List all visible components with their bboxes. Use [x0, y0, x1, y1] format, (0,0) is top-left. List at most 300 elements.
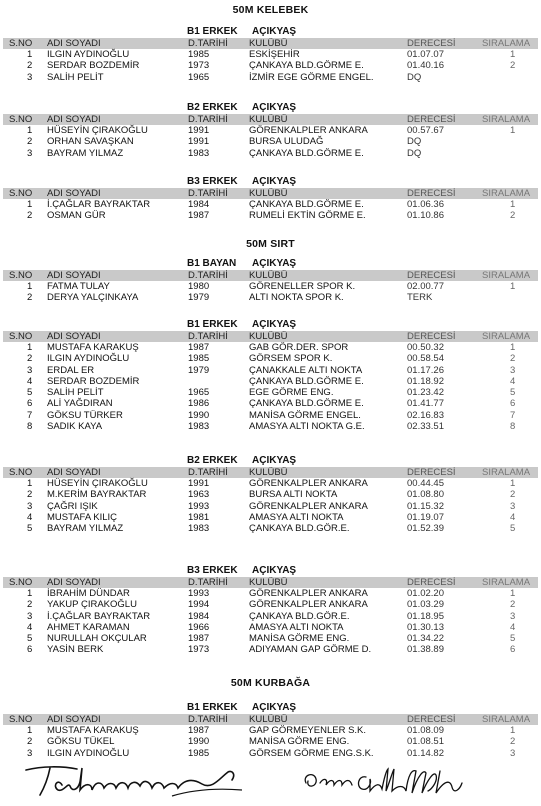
table-row	[3, 622, 538, 633]
section-title: 50M KURBAĞA	[230, 677, 311, 689]
cell-rank: 4	[510, 621, 516, 633]
cell-name: GÖKSU TÜRKER	[47, 409, 123, 421]
cell-time: 00.58.54	[407, 353, 444, 365]
cell-time: 01.23.42	[407, 387, 444, 399]
header-rank: SIRALAMA	[482, 270, 531, 281]
header-time: DERECESİ	[407, 114, 456, 125]
cell-date: 1987	[188, 342, 210, 353]
cell-name: NURULLAH OKÇULAR	[47, 633, 147, 645]
cell-name: BAYRAM YILMAZ	[47, 147, 124, 159]
cell-sno: 6	[27, 398, 33, 410]
category-age: AÇIKYAŞ	[252, 258, 297, 269]
header-sno: S.NO	[9, 714, 33, 725]
cell-date: 1966	[188, 621, 210, 633]
header-name: ADI SOYADI	[47, 188, 101, 199]
cell-name: YASİN BERK	[47, 644, 104, 656]
cell-name: ILGIN AYDINOĞLU	[47, 49, 130, 60]
cell-time: 01.18.95	[407, 610, 444, 622]
table-row	[3, 523, 538, 534]
cell-rank: 4	[510, 511, 516, 523]
category-age: AÇIKYAŞ	[252, 702, 297, 713]
cell-club: ÇANKAYA BLD.GÖR.E.	[249, 523, 350, 535]
table-row	[3, 49, 538, 60]
header-time: DERECESİ	[407, 714, 456, 725]
cell-rank: 4	[510, 375, 516, 387]
cell-time: DQ	[407, 147, 422, 159]
header-club: KULÜBÜ	[249, 714, 288, 725]
cell-sno: 3	[27, 147, 33, 159]
cell-name: HÜSEYİN ÇIRAKOĞLU	[47, 478, 148, 489]
category-heading	[3, 702, 538, 714]
header-time: DERECESİ	[407, 467, 456, 478]
cell-time: DQ	[407, 136, 422, 148]
results-table	[3, 258, 538, 304]
cell-name: ORHAN SAVAŞKAN	[47, 136, 134, 148]
table-row	[3, 376, 538, 387]
cell-rank: 1	[510, 125, 516, 136]
cell-time: TERK	[407, 292, 433, 304]
cell-club: GÖRENKALPLER ANKARA	[249, 478, 368, 489]
cell-name: ILGIN AYDINOĞLU	[47, 353, 130, 365]
table-row	[3, 125, 538, 136]
cell-date: 1993	[188, 588, 210, 599]
cell-name: ÇAĞRI IŞIK	[47, 500, 98, 512]
cell-time: 01.08.80	[407, 489, 444, 501]
cell-club: RUMELİ EKTİN GÖRME E.	[249, 210, 366, 222]
cell-time: 01.14.82	[407, 747, 444, 759]
header-name: ADI SOYADI	[47, 270, 101, 281]
cell-date: 1985	[188, 747, 210, 759]
section-title: 50M KELEBEK	[232, 4, 309, 16]
category-class: B1 ERKEK	[187, 702, 238, 713]
cell-date: 1990	[188, 736, 210, 748]
cell-date: 1991	[188, 125, 210, 136]
table-row	[3, 292, 538, 303]
cell-name: AHMET KARAMAN	[47, 621, 130, 633]
cell-club: İZMİR EGE GÖRME ENGEL.	[249, 71, 374, 83]
cell-sno: 3	[27, 364, 33, 376]
results-table	[3, 102, 538, 159]
cell-time: 00.44.45	[407, 478, 444, 489]
table-row	[3, 398, 538, 409]
cell-name: SADIK KAYA	[47, 421, 103, 433]
signature-right	[300, 765, 470, 800]
header-name: ADI SOYADI	[47, 38, 101, 49]
cell-sno: 2	[27, 136, 33, 148]
cell-rank: 1	[510, 49, 516, 60]
category-age: AÇIKYAŞ	[252, 26, 297, 37]
header-club: KULÜBÜ	[249, 331, 288, 342]
header-date: D.TARİHİ	[188, 714, 228, 725]
header-rank: SIRALAMA	[482, 714, 531, 725]
header-date: D.TARİHİ	[188, 188, 228, 199]
cell-date: 1985	[188, 49, 210, 60]
cell-sno: 5	[27, 633, 33, 645]
cell-club: ÇANKAYA BLD.GÖRME E.	[249, 375, 364, 387]
table-row	[3, 365, 538, 376]
cell-rank: 2	[510, 210, 516, 222]
cell-club: GAB GÖR.DER. SPOR	[249, 342, 349, 353]
cell-sno: 5	[27, 387, 33, 399]
cell-time: 01.15.32	[407, 500, 444, 512]
cell-time: 01.38.89	[407, 644, 444, 656]
table-row	[3, 148, 538, 159]
table-header	[3, 270, 538, 281]
header-name: ADI SOYADI	[47, 331, 101, 342]
table-row	[3, 342, 538, 353]
table-header	[3, 467, 538, 478]
header-date: D.TARİHİ	[188, 467, 228, 478]
cell-sno: 1	[27, 342, 33, 353]
cell-rank: 1	[510, 725, 516, 736]
cell-date: 1987	[188, 725, 210, 736]
cell-date: 1990	[188, 409, 210, 421]
cell-name: SERDAR BOZDEMİR	[47, 375, 140, 387]
cell-time: 01.08.09	[407, 725, 444, 736]
cell-club: EGE GÖRME ENG.	[249, 387, 334, 399]
table-row	[3, 199, 538, 210]
cell-sno: 2	[27, 599, 33, 611]
cell-sno: 3	[27, 71, 33, 83]
category-heading	[3, 26, 538, 38]
cell-name: HÜSEYİN ÇIRAKOĞLU	[47, 125, 148, 136]
cell-name: İ.ÇAĞLAR BAYRAKTAR	[47, 199, 151, 210]
cell-sno: 1	[27, 478, 33, 489]
category-class: B1 BAYAN	[187, 258, 237, 269]
cell-sno: 3	[27, 610, 33, 622]
cell-name: ALİ YAĞDIRAN	[47, 398, 113, 410]
cell-name: İBRAHİM DÜNDAR	[47, 588, 130, 599]
table-row	[3, 353, 538, 364]
table-row	[3, 633, 538, 644]
header-name: ADI SOYADI	[47, 114, 101, 125]
cell-sno: 1	[27, 588, 33, 599]
header-rank: SIRALAMA	[482, 331, 531, 342]
category-class: B2 ERKEK	[187, 102, 238, 113]
table-row	[3, 60, 538, 71]
cell-club: ÇANKAYA BLD.GÖRME E.	[249, 398, 364, 410]
header-rank: SIRALAMA	[482, 38, 531, 49]
cell-name: SERDAR BOZDEMİR	[47, 60, 140, 72]
header-time: DERECESİ	[407, 331, 456, 342]
category-heading	[3, 319, 538, 331]
cell-sno: 1	[27, 49, 33, 60]
cell-club: GÖRENKALPLER ANKARA	[249, 125, 368, 136]
category-class: B1 ERKEK	[187, 319, 238, 330]
header-name: ADI SOYADI	[47, 467, 101, 478]
cell-club: ÇANAKKALE ALTI NOKTA	[249, 364, 363, 376]
cell-sno: 4	[27, 621, 33, 633]
header-date: D.TARİHİ	[188, 270, 228, 281]
cell-sno: 3	[27, 747, 33, 759]
cell-time: 01.18.92	[407, 375, 444, 387]
header-date: D.TARİHİ	[188, 577, 228, 588]
cell-club: MANİSA GÖRME ENG.	[249, 633, 350, 645]
cell-time: 01.17.26	[407, 364, 444, 376]
cell-sno: 5	[27, 523, 33, 535]
results-table	[3, 176, 538, 222]
header-date: D.TARİHİ	[188, 331, 228, 342]
table-header	[3, 577, 538, 588]
header-name: ADI SOYADI	[47, 714, 101, 725]
cell-date: 1973	[188, 644, 210, 656]
header-sno: S.NO	[9, 270, 33, 281]
cell-rank: 3	[510, 500, 516, 512]
cell-time: 02.00.77	[407, 281, 444, 292]
cell-name: YAKUP ÇIRAKOĞLU	[47, 599, 137, 611]
header-club: KULÜBÜ	[249, 577, 288, 588]
cell-club: GÖRENKALPLER ANKARA	[249, 588, 368, 599]
cell-sno: 2	[27, 736, 33, 748]
table-header	[3, 188, 538, 199]
cell-rank: 1	[510, 199, 516, 210]
category-heading	[3, 565, 538, 577]
header-name: ADI SOYADI	[47, 577, 101, 588]
cell-sno: 2	[27, 60, 33, 72]
results-table	[3, 26, 538, 83]
cell-time: 02.16.83	[407, 409, 444, 421]
cell-rank: 7	[510, 409, 516, 421]
cell-date: 1963	[188, 489, 210, 501]
table-row	[3, 736, 538, 747]
cell-time: 02.33.51	[407, 421, 444, 433]
cell-club: ÇANKAYA BLD.GÖRME E.	[249, 199, 364, 210]
cell-time: 01.02.20	[407, 588, 444, 599]
results-table	[3, 319, 538, 432]
cell-rank: 5	[510, 387, 516, 399]
category-heading	[3, 455, 538, 467]
cell-club: BURSA ALTI NOKTA	[249, 489, 338, 501]
category-heading	[3, 102, 538, 114]
cell-sno: 1	[27, 281, 33, 292]
cell-date: 1983	[188, 523, 210, 535]
cell-date: 1991	[188, 478, 210, 489]
cell-date: 1985	[188, 353, 210, 365]
cell-time: 00.50.32	[407, 342, 444, 353]
cell-name: GÖKSU TÜKEL	[47, 736, 115, 748]
table-row	[3, 210, 538, 221]
category-age: AÇIKYAŞ	[252, 455, 297, 466]
cell-date: 1994	[188, 599, 210, 611]
cell-time: 01.19.07	[407, 511, 444, 523]
cell-date: 1984	[188, 610, 210, 622]
cell-sno: 1	[27, 725, 33, 736]
table-row	[3, 725, 538, 736]
cell-time: 01.03.29	[407, 599, 444, 611]
category-class: B2 ERKEK	[187, 455, 238, 466]
cell-time: 01.07.07	[407, 49, 444, 60]
cell-club: GÖRENKALPLER ANKARA	[249, 500, 368, 512]
cell-club: ALTI NOKTA SPOR K.	[249, 292, 344, 304]
cell-name: MUSTAFA KILIÇ	[47, 511, 118, 523]
cell-time: DQ	[407, 71, 422, 83]
cell-date: 1980	[188, 281, 210, 292]
cell-name: SALİH PELİT	[47, 387, 104, 399]
cell-date: 1987	[188, 633, 210, 645]
cell-sno: 6	[27, 644, 33, 656]
table-row	[3, 611, 538, 622]
header-time: DERECESİ	[407, 188, 456, 199]
cell-sno: 3	[27, 500, 33, 512]
cell-club: GÖRSEM SPOR K.	[249, 353, 333, 365]
header-sno: S.NO	[9, 467, 33, 478]
cell-sno: 1	[27, 199, 33, 210]
table-row	[3, 748, 538, 759]
cell-club: GÖRENKALPLER ANKARA	[249, 599, 368, 611]
header-time: DERECESİ	[407, 38, 456, 49]
category-class: B1 ERKEK	[187, 26, 238, 37]
table-row	[3, 281, 538, 292]
cell-sno: 2	[27, 489, 33, 501]
header-rank: SIRALAMA	[482, 577, 531, 588]
cell-rank: 1	[510, 588, 516, 599]
cell-date: 1983	[188, 421, 210, 433]
cell-club: AMASYA ALTI NOKTA G.E.	[249, 421, 365, 433]
cell-name: SALİH PELİT	[47, 71, 104, 83]
cell-rank: 5	[510, 633, 516, 645]
header-sno: S.NO	[9, 38, 33, 49]
cell-name: M.KERİM BAYRAKTAR	[47, 489, 147, 501]
table-header	[3, 114, 538, 125]
table-row	[3, 512, 538, 523]
table-row	[3, 410, 538, 421]
cell-club: BURSA ULUDAĞ	[249, 136, 324, 148]
cell-rank: 3	[510, 610, 516, 622]
table-row	[3, 478, 538, 489]
cell-date: 1986	[188, 398, 210, 410]
cell-time: 00.57.67	[407, 125, 444, 136]
cell-date: 1981	[188, 511, 210, 523]
header-sno: S.NO	[9, 577, 33, 588]
header-rank: SIRALAMA	[482, 467, 531, 478]
cell-name: BAYRAM YILMAZ	[47, 523, 124, 535]
header-sno: S.NO	[9, 114, 33, 125]
cell-club: ESKİŞEHİR	[249, 49, 300, 60]
category-class: B3 ERKEK	[187, 565, 238, 576]
cell-rank: 2	[510, 60, 516, 72]
header-date: D.TARİHİ	[188, 114, 228, 125]
cell-name: MUSTAFA KARAKUŞ	[47, 342, 139, 353]
cell-sno: 4	[27, 375, 33, 387]
header-club: KULÜBÜ	[249, 467, 288, 478]
cell-club: ÇANKAYA BLD.GÖRME E.	[249, 60, 364, 72]
cell-club: MANİSA GÖRME ENG.	[249, 736, 350, 748]
cell-rank: 8	[510, 421, 516, 433]
header-rank: SIRALAMA	[482, 188, 531, 199]
header-sno: S.NO	[9, 331, 33, 342]
cell-club: GÖRSEM GÖRME ENG.S.K.	[249, 747, 374, 759]
cell-name: MUSTAFA KARAKUŞ	[47, 725, 139, 736]
cell-time: 01.10.86	[407, 210, 444, 222]
cell-rank: 2	[510, 353, 516, 365]
cell-rank: 6	[510, 398, 516, 410]
cell-date: 1973	[188, 60, 210, 72]
table-row	[3, 501, 538, 512]
category-heading	[3, 176, 538, 188]
cell-time: 01.40.16	[407, 60, 444, 72]
cell-time: 01.41.77	[407, 398, 444, 410]
header-time: DERECESİ	[407, 270, 456, 281]
cell-sno: 4	[27, 511, 33, 523]
table-row	[3, 136, 538, 147]
cell-sno: 2	[27, 292, 33, 304]
cell-club: ÇANKAYA BLD.GÖRME E.	[249, 147, 364, 159]
cell-club: AMASYA ALTI NOKTA	[249, 511, 344, 523]
results-table	[3, 702, 538, 759]
cell-name: OSMAN GÜR	[47, 210, 106, 222]
cell-club: ÇANKAYA BLD.GÖR.E.	[249, 610, 350, 622]
header-date: D.TARİHİ	[188, 38, 228, 49]
section-title: 50M SIRT	[246, 238, 295, 250]
cell-time: 01.08.51	[407, 736, 444, 748]
cell-rank: 2	[510, 736, 516, 748]
cell-name: FATMA TULAY	[47, 281, 110, 292]
cell-time: 01.30.13	[407, 621, 444, 633]
cell-date: 1965	[188, 71, 210, 83]
table-header	[3, 38, 538, 49]
cell-name: ILGIN AYDINOĞLU	[47, 747, 130, 759]
cell-club: AMASYA ALTI NOKTA	[249, 621, 344, 633]
cell-date: 1991	[188, 136, 210, 148]
cell-rank: 2	[510, 489, 516, 501]
table-row	[3, 644, 538, 655]
cell-date: 1983	[188, 147, 210, 159]
header-sno: S.NO	[9, 188, 33, 199]
cell-rank: 2	[510, 599, 516, 611]
table-row	[3, 489, 538, 500]
cell-date: 1965	[188, 387, 210, 399]
table-row	[3, 387, 538, 398]
category-class: B3 ERKEK	[187, 176, 238, 187]
table-header	[3, 714, 538, 725]
table-row	[3, 421, 538, 432]
category-age: AÇIKYAŞ	[252, 176, 297, 187]
cell-sno: 2	[27, 210, 33, 222]
table-row	[3, 588, 538, 599]
cell-rank: 5	[510, 523, 516, 535]
cell-date: 1979	[188, 292, 210, 304]
cell-club: MANİSA GÖRME ENGEL.	[249, 409, 361, 421]
cell-rank: 3	[510, 364, 516, 376]
cell-date: 1987	[188, 210, 210, 222]
header-rank: SIRALAMA	[482, 114, 531, 125]
cell-rank: 6	[510, 644, 516, 656]
header-club: KULÜBÜ	[249, 38, 288, 49]
table-row	[3, 599, 538, 610]
cell-date: 1993	[188, 500, 210, 512]
cell-time: 01.34.22	[407, 633, 444, 645]
category-age: AÇIKYAŞ	[252, 565, 297, 576]
cell-rank: 3	[510, 747, 516, 759]
cell-date: 1979	[188, 364, 210, 376]
cell-date: 1984	[188, 199, 210, 210]
header-time: DERECESİ	[407, 577, 456, 588]
cell-time: 01.52.39	[407, 523, 444, 535]
table-row	[3, 72, 538, 83]
category-age: AÇIKYAŞ	[252, 319, 297, 330]
cell-club: GAP GÖRMEYENLER S.K.	[249, 725, 367, 736]
header-club: KULÜBÜ	[249, 188, 288, 199]
header-club: KULÜBÜ	[249, 114, 288, 125]
cell-sno: 7	[27, 409, 33, 421]
cell-rank: 1	[510, 478, 516, 489]
cell-name: ERDAL ER	[47, 364, 95, 376]
cell-club: ADIYAMAN GAP GÖRME D.	[249, 644, 372, 656]
header-club: KULÜBÜ	[249, 270, 288, 281]
cell-sno: 2	[27, 353, 33, 365]
cell-club: GÖRENELLER SPOR K.	[249, 281, 356, 292]
signature-left	[22, 760, 252, 800]
